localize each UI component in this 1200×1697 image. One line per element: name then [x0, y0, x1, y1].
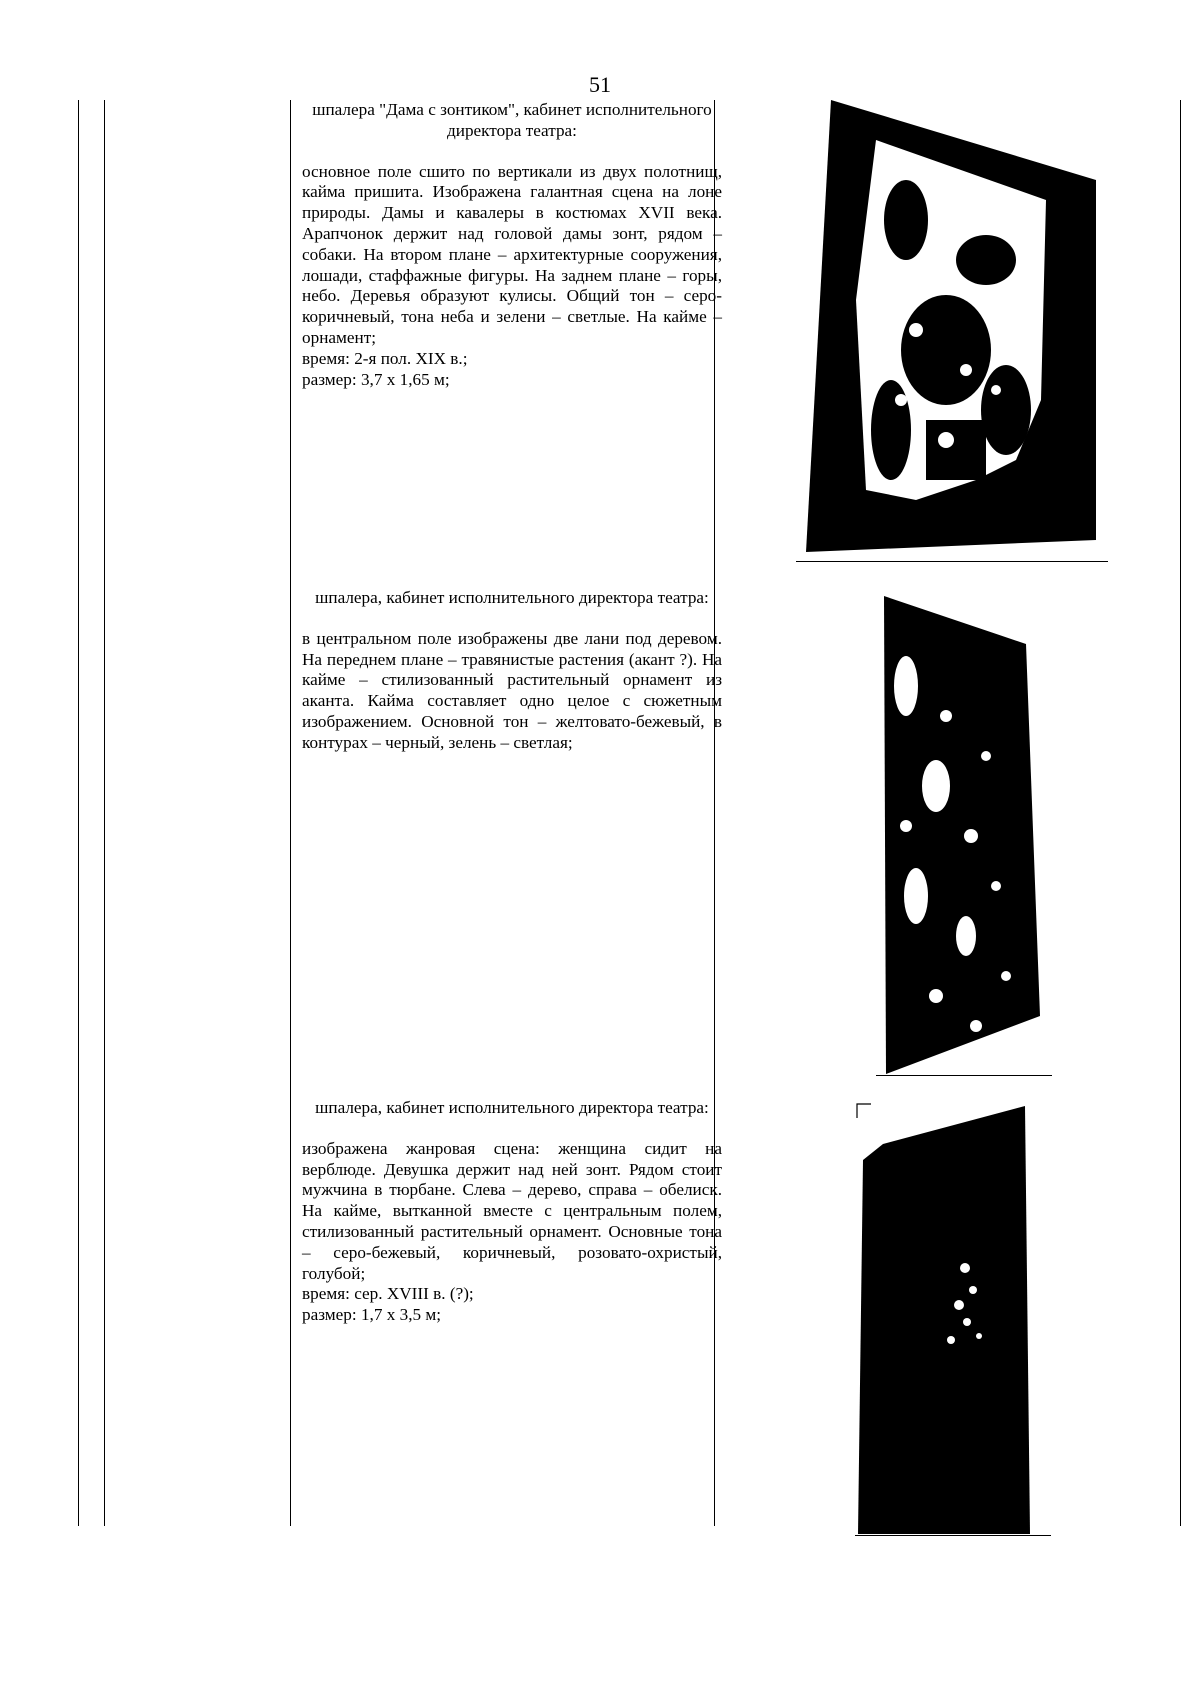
table-rule-right-outer	[1180, 100, 1181, 1526]
entry-size: размер: 1,7 х 3,5 м;	[302, 1305, 442, 1325]
tapestry-photo-image	[855, 1100, 1051, 1536]
entry-title: шпалера, кабинет исполнительного директора театра:	[315, 1098, 709, 1117]
tapestry-photo-image	[876, 596, 1052, 1076]
entry-title: шпалера "Дама с зонтиком", кабинет исполнительного директора театра:	[312, 100, 712, 140]
entry-two-does	[302, 588, 722, 754]
tapestry-photo-lady-with-umbrella	[796, 100, 1108, 562]
table-rule-left-inner	[104, 100, 105, 1526]
table-rule-description-left	[290, 100, 291, 1526]
entry-time: время: сер. XVIII в. (?);	[302, 1284, 474, 1304]
entry-title: шпалера, кабинет исполнительного директора театра:	[315, 588, 709, 607]
entry-time: время: 2-я пол. XIX в.;	[302, 348, 468, 368]
entry-lady-with-umbrella	[302, 100, 722, 390]
tapestry-photo-camel-scene	[855, 1100, 1051, 1536]
table-rule-left-outer	[78, 100, 79, 1526]
entry-camel-scene	[302, 1098, 722, 1326]
entry-description: в центральном поле изображены две лани под деревом. На переднем плане – травянистые растения (акант ?). На кайме – стилизованный растительный орнамент из аканта. Кайма составляет одно целое с сюжетным изображением. Основной тон – желтовато-бежевый, в контурах – черный, зелень – светлая;	[302, 628, 722, 752]
entry-description: изображена жанровая сцена: женщина сидит на верблюде. Девушка держит над ней зонт. Рядом стоит мужчина в тюрбане. Слева – дерево, справа – обелиск. На кайме, вытканной вместе с центральным полем, стилизованный растительный орнамент. Основные тона – серо-бежевый, коричневый, розовато-охристый, голубой;	[302, 1138, 722, 1283]
tapestry-photo-two-does	[876, 596, 1052, 1076]
entry-size: размер: 3,7 х 1,65 м;	[302, 369, 450, 389]
tapestry-photo-image	[796, 100, 1108, 562]
entry-description: основное поле сшито по вертикали из двух полотнищ, кайма пришита. Изображена галантная сцена на лоне природы. Дамы и кавалеры в костюмах XVII века. Арапчонок держит над головой дамы зонт, рядом – собаки. На втором плане – архитектурные сооружения, лошади, стаффажные фигуры. На заднем плане – горы, небо. Деревья образуют кулисы. Общий тон – серо-коричневый, тона неба и зелени – светлые. На кайме – орнамент;	[302, 161, 722, 347]
page-number: 51	[589, 72, 611, 97]
